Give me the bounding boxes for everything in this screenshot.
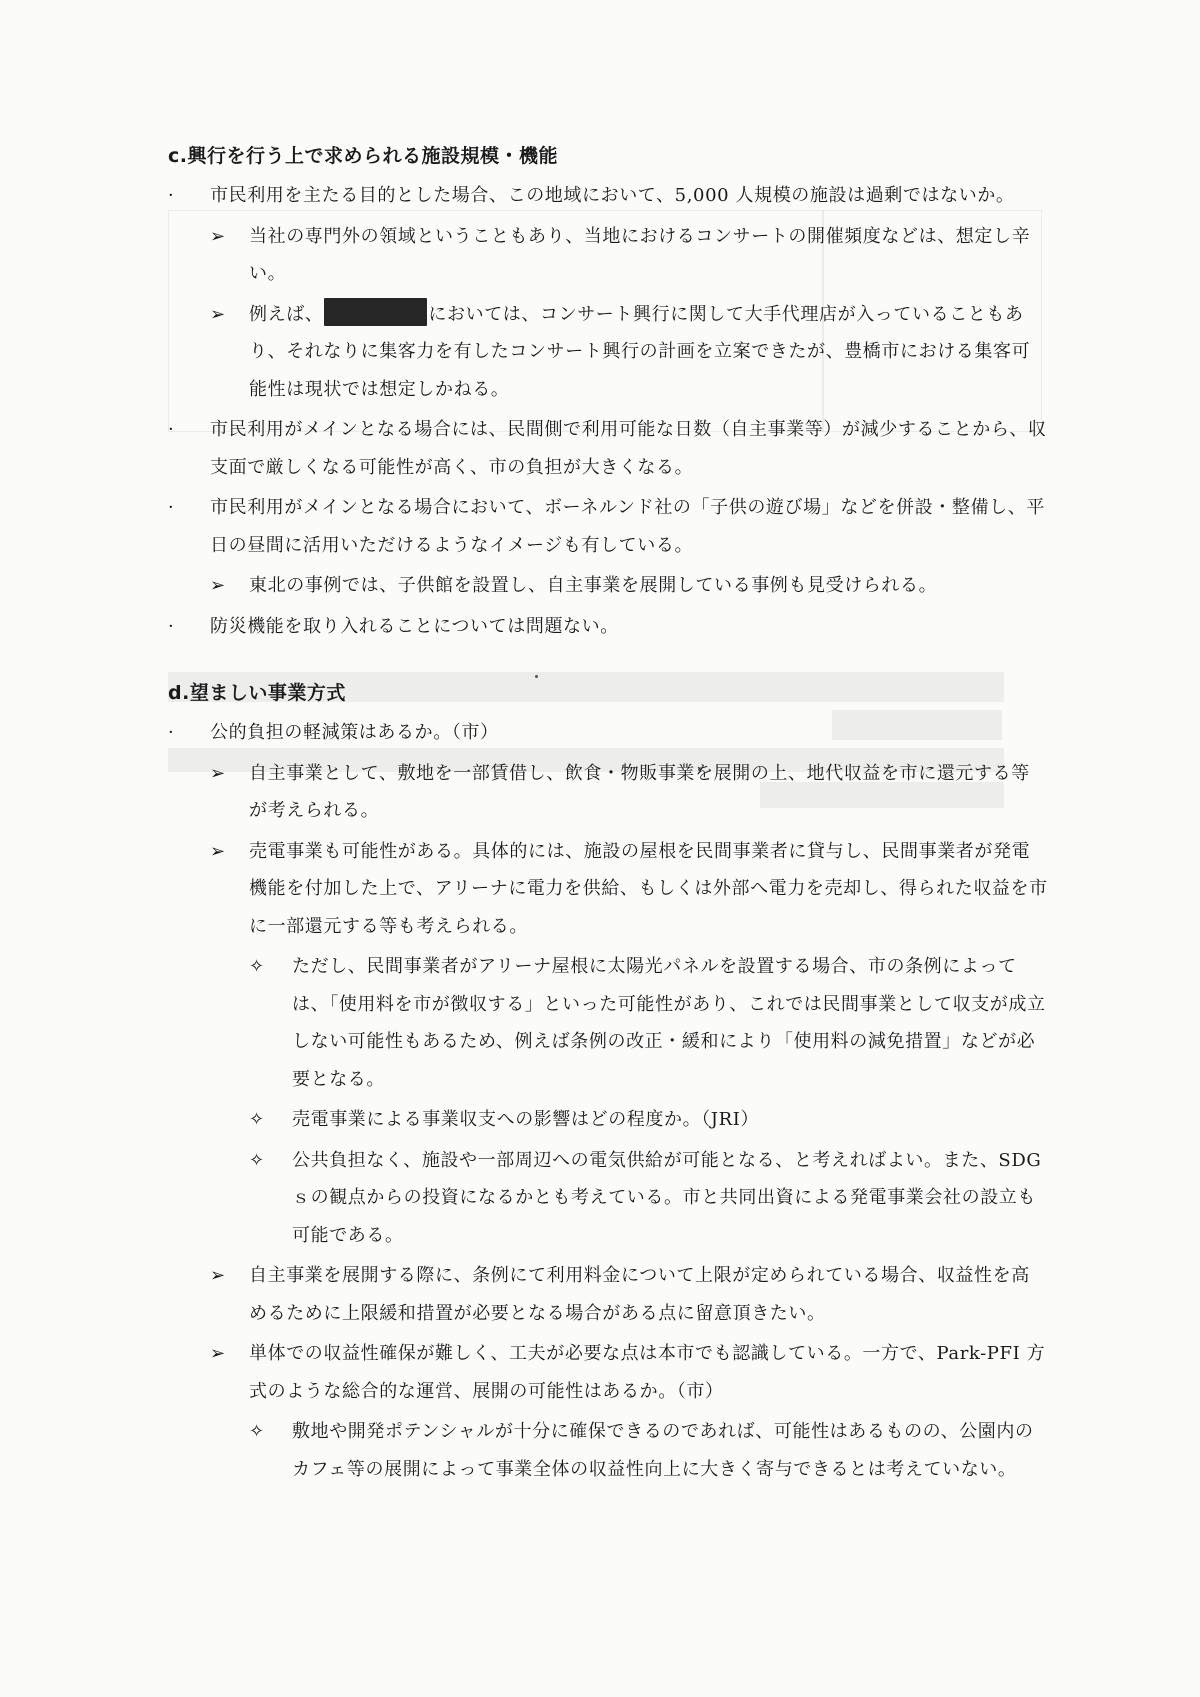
item-text: 売電事業による事業収支への影響はどの程度か。（JRI） (292, 1109, 760, 1130)
item-text: 防災機能を取り入れることについては問題ない。 (210, 615, 619, 637)
arrow-marker: ➢ (210, 1265, 226, 1286)
bullet-marker: · (168, 615, 175, 637)
arrow-item (168, 1257, 1048, 1332)
diamond-marker: ✧ (249, 1421, 265, 1442)
diamond-item (168, 1142, 1048, 1255)
item-text-after: においては、コンサート興行に関して大手代理店が入っていることもあり、それなりに集客力を有したコンサート興行の計画を立案できたが、豊橋市における集客可能性は現状では想定しかねる。 (249, 303, 1031, 400)
arrow-marker: ➢ (210, 1343, 226, 1364)
arrow-item (168, 567, 1048, 605)
diamond-item (168, 1101, 1048, 1139)
arrow-marker: ➢ (210, 575, 226, 596)
bullet-item (168, 411, 1048, 486)
bullet-marker: · (168, 419, 175, 440)
arrow-marker: ➢ (210, 225, 226, 247)
arrow-marker: ➢ (210, 762, 226, 784)
item-text: 自主事業を展開する際に、条例にて利用料金について上限が定められている場合、収益性を高めるために上限緩和措置が必要となる場合がある点に留意頂きたい。 (249, 1265, 1030, 1324)
bullet-marker: · (168, 722, 175, 743)
diamond-item (168, 948, 1048, 1098)
bullet-item (168, 177, 1048, 215)
arrow-item (168, 755, 1048, 830)
arrow-item (168, 1335, 1048, 1410)
arrow-item (168, 833, 1048, 946)
diamond-marker: ✧ (249, 956, 265, 977)
diamond-marker: ✧ (249, 1109, 265, 1130)
item-text: 公的負担の軽減策はあるか。（市） (210, 722, 499, 743)
item-text: 市民利用がメインとなる場合において、ボーネルンド社の「子供の遊び場」などを併設・整備し、平日の昼間に活用いただけるようなイメージも有している。 (210, 497, 1045, 556)
item-text: 自主事業として、敷地を一部賃借し、飲食・物販事業を展開の上、地代収益を市に還元する等が考えられる。 (249, 762, 1030, 821)
item-text: 公共負担なく、施設や一部周辺への電気供給が可能となる、と考えればよい。また、SDGｓの観点からの投資になるかとも考えている。市と共同出資による発電事業会社の設立も可能である。 (292, 1149, 1042, 1246)
arrow-marker: ➢ (210, 840, 226, 862)
item-text-before: 例えば、 (249, 303, 324, 325)
item-text: 当社の専門外の領域ということもあり、当地におけるコンサートの開催頻度などは、想定し辛い。 (249, 225, 1031, 284)
bullet-item (168, 608, 1048, 646)
section-d-heading: d.望ましい事業方式 (168, 682, 346, 704)
item-text: 売電事業も可能性がある。具体的には、施設の屋根を民間事業者に貸与し、民間事業者が発電機能を付加した上で、アリーナに電力を供給、もしくは外部へ電力を売却し、得られた収益を市に一部還元する等も考えられる。 (249, 840, 1048, 937)
document-body (168, 138, 1048, 1488)
section-c-heading: c.興行を行う上で求められる施設規模・機能 (168, 145, 558, 167)
bullet-marker: · (168, 497, 175, 518)
bullet-item (168, 489, 1048, 564)
arrow-marker: ➢ (210, 303, 226, 325)
diamond-marker: ✧ (249, 1149, 265, 1171)
arrow-item (168, 218, 1048, 293)
item-text: 敷地や開発ポテンシャルが十分に確保できるのであれば、可能性はあるものの、公園内のカフェ等の展開によって事業全体の収益性向上に大きく寄与できるとは考えていない。 (292, 1421, 1034, 1480)
item-text: 市民利用がメインとなる場合には、民間側で利用可能な日数（自主事業等）が減少することから、収支面で厳しくなる可能性が高く、市の負担が大きくなる。 (210, 419, 1047, 478)
item-text: 単体での収益性確保が難しく、工夫が必要な点は本市でも認識している。一方で、Park-PFI 方式のような総合的な運営、展開の可能性はあるか。（市） (249, 1343, 1046, 1402)
bullet-marker: · (168, 185, 175, 206)
arrow-item (168, 296, 1048, 409)
item-text: ただし、民間事業者がアリーナ屋根に太陽光パネルを設置する場合、市の条例によっては、「使用料を市が徴収する」といった可能性があり、これでは民間事業として収支が成立しない可能性もあるため、例えば条例の改正・緩和により「使用料の減免措置」などが必要となる。 (292, 956, 1046, 1090)
item-text: 東北の事例では、子供館を設置し、自主事業を展開している事例も見受けられる。 (249, 575, 938, 596)
diamond-item (168, 1413, 1048, 1488)
bullet-item (168, 714, 1048, 752)
item-text: 市民利用を主たる目的とした場合、この地域において、5,000 人規模の施設は過剰ではないか。 (210, 185, 1015, 206)
redaction-box (324, 298, 427, 326)
